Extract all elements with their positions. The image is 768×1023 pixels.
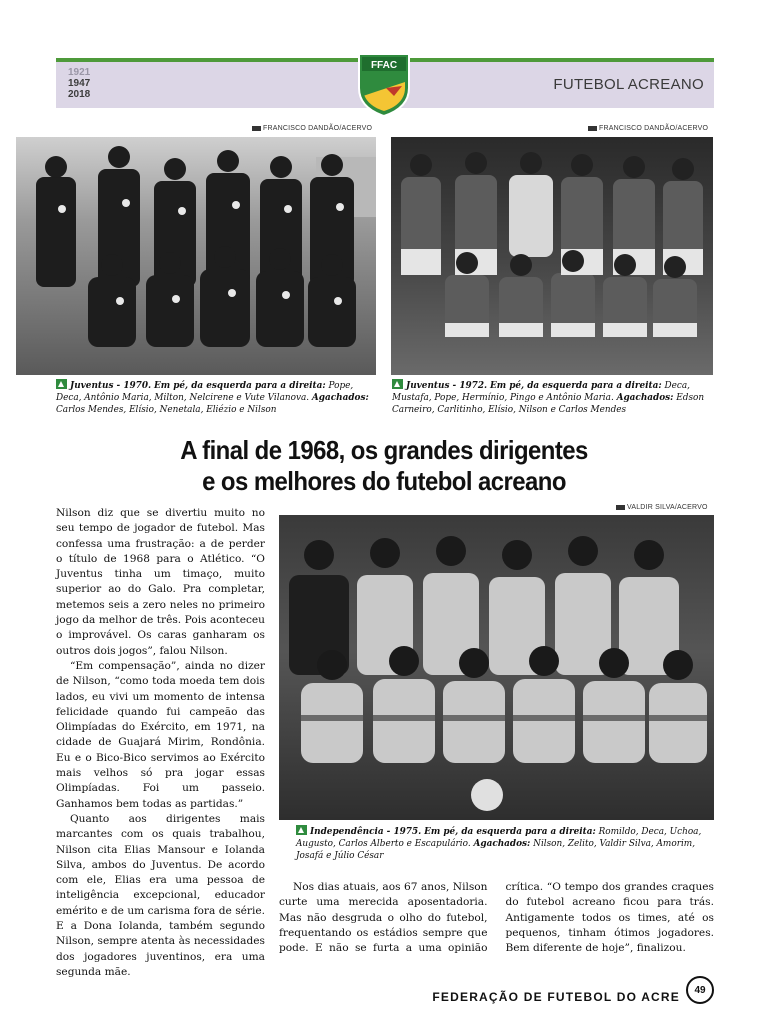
caption-crouch-label: Agachados: xyxy=(616,393,674,403)
caption-title: Juventus - 1970. xyxy=(70,381,152,391)
caption-standing: Deca, Mustafa, Pope, Hermínio, Pingo e Antônio Maria. xyxy=(392,381,690,403)
year-1947: 1947 xyxy=(68,78,91,89)
headline-line-1: A final de 1968, os grandes dirigentes xyxy=(180,435,588,465)
caption-crouch-label: Agachados: xyxy=(311,393,369,403)
caption-title: Independência - 1975. xyxy=(310,827,422,837)
camera-icon xyxy=(616,505,625,510)
photo-1-credit-text: FRANCISCO DANDÃO/ACERVO xyxy=(263,125,373,132)
caption-crouching: Carlos Mendes, Elísio, Nenetala, Eliézio e Nilson xyxy=(56,405,277,415)
section-title: FUTEBOL ACREANO xyxy=(553,76,704,93)
year-2018: 2018 xyxy=(68,89,91,100)
caption-crouching: Edson Carneiro, Carlitinho, Elísio, Nilson e Carlos Mendes xyxy=(392,393,705,415)
camera-icon xyxy=(252,126,261,131)
caption-lead: Em pé, da esquerda para a direita: xyxy=(489,381,662,391)
paragraph-2: “Em compensação”, ainda no dizer de Nilson, “como toda moeda tem dois lados, eu vivi um momento de intensa felicidade quando fui campeão das Olimpíadas do Exército, em 1971, na cidade de Guajará Mirim, Rondônia. Eu e o Bico-Bico servimos ao Exército mais velhos só pra jogar essas Olimpíadas. Foi um passeio. Ganhamos bem todas as partidas.” xyxy=(56,659,265,810)
caption-triangle-icon xyxy=(296,825,307,835)
caption-standing: Romildo, Deca, Uchoa, Augusto, Carlos Alberto e Escapulário. xyxy=(296,827,702,849)
paragraph-3: Quanto aos dirigentes mais marcantes com os quais trabalhou, Nilson cita Elias Mansour e Iolanda Silva, ambos do Juventus. De acordo com ele, Elias era uma pessoa de inteligência excepcional, educador emérito e de um carisma fora de série. E a Dona Iolanda, também segundo Nilson, sempre atenta às necessidades dos jogadores juventinos, era uma segunda mãe. xyxy=(56,812,265,978)
article-column-1 xyxy=(56,506,265,980)
photo-2-credit xyxy=(588,125,708,132)
caption-triangle-icon xyxy=(392,379,403,389)
photo-3-credit xyxy=(616,504,708,511)
caption-lead: Em pé, da esquerda para a direita: xyxy=(153,381,326,391)
photo-3-caption xyxy=(296,825,714,862)
caption-title: Juventus - 1972. xyxy=(406,381,488,391)
camera-icon xyxy=(588,126,597,131)
photo-2-caption xyxy=(392,379,714,416)
paragraph-1: Nilson diz que se divertiu muito no seu tempo de jogador de futebol. Mas confessa uma frustração: a de perder o título de 1968 para o Atlético. “O Juventus tinha um timaço, muito superior ao do Galo. Pra completar, metemos seis a zero neles no primeiro jogo da melhor de três. Pois aconteceu o improvável. Os caras ganharam os outros dois jogos”, falou Nilson. xyxy=(56,507,265,657)
caption-crouch-label: Agachados: xyxy=(473,839,531,849)
photo-3-credit-text: VALDIR SILVA/ACERVO xyxy=(627,504,708,511)
photo-juventus-1972 xyxy=(391,137,713,375)
photo-juventus-1970 xyxy=(16,137,376,375)
paragraph-4: Nos dias atuais, aos 67 anos, Nilson curte uma merecida aposentadoria. Mas não desgruda o olho do futebol, frequentando os estádios sempre que pode. E não se furta a uma opinião crítica. “O tempo dos grandes craques do futebol acreano ficou para trás. Antigamente todos os times, até os pequenos, tinham ótimos jogadores. Bem diferente de hoje”, finalizou. xyxy=(279,881,714,955)
photo-1-caption xyxy=(56,379,376,416)
caption-standing: Pope, Deca, Antônio Maria, Milton, Nelcirene e Vute Vilanova. xyxy=(56,381,354,403)
photo-2-credit-text: FRANCISCO DANDÃO/ACERVO xyxy=(599,125,709,132)
article-column-2 xyxy=(279,880,714,966)
footer-federation: FEDERAÇÃO DE FUTEBOL DO ACRE xyxy=(432,990,680,1004)
caption-lead: Em pé, da esquerda para a direita: xyxy=(424,827,596,837)
article-headline xyxy=(31,435,738,497)
years-label xyxy=(68,67,90,100)
photo-1-credit xyxy=(252,125,372,132)
caption-crouching: Nilson, Zelito, Valdir Silva, Amorim, Josafá e Júlio César xyxy=(296,839,696,861)
photo-independencia-1975 xyxy=(279,515,714,820)
ffac-crest-logo xyxy=(356,52,412,118)
crest-text: FFAC xyxy=(370,60,398,71)
page-number: 49 xyxy=(686,976,714,1004)
caption-triangle-icon xyxy=(56,379,67,389)
year-1921: 1921 xyxy=(68,67,91,78)
headline-line-2: e os melhores do futebol acreano xyxy=(202,466,566,496)
